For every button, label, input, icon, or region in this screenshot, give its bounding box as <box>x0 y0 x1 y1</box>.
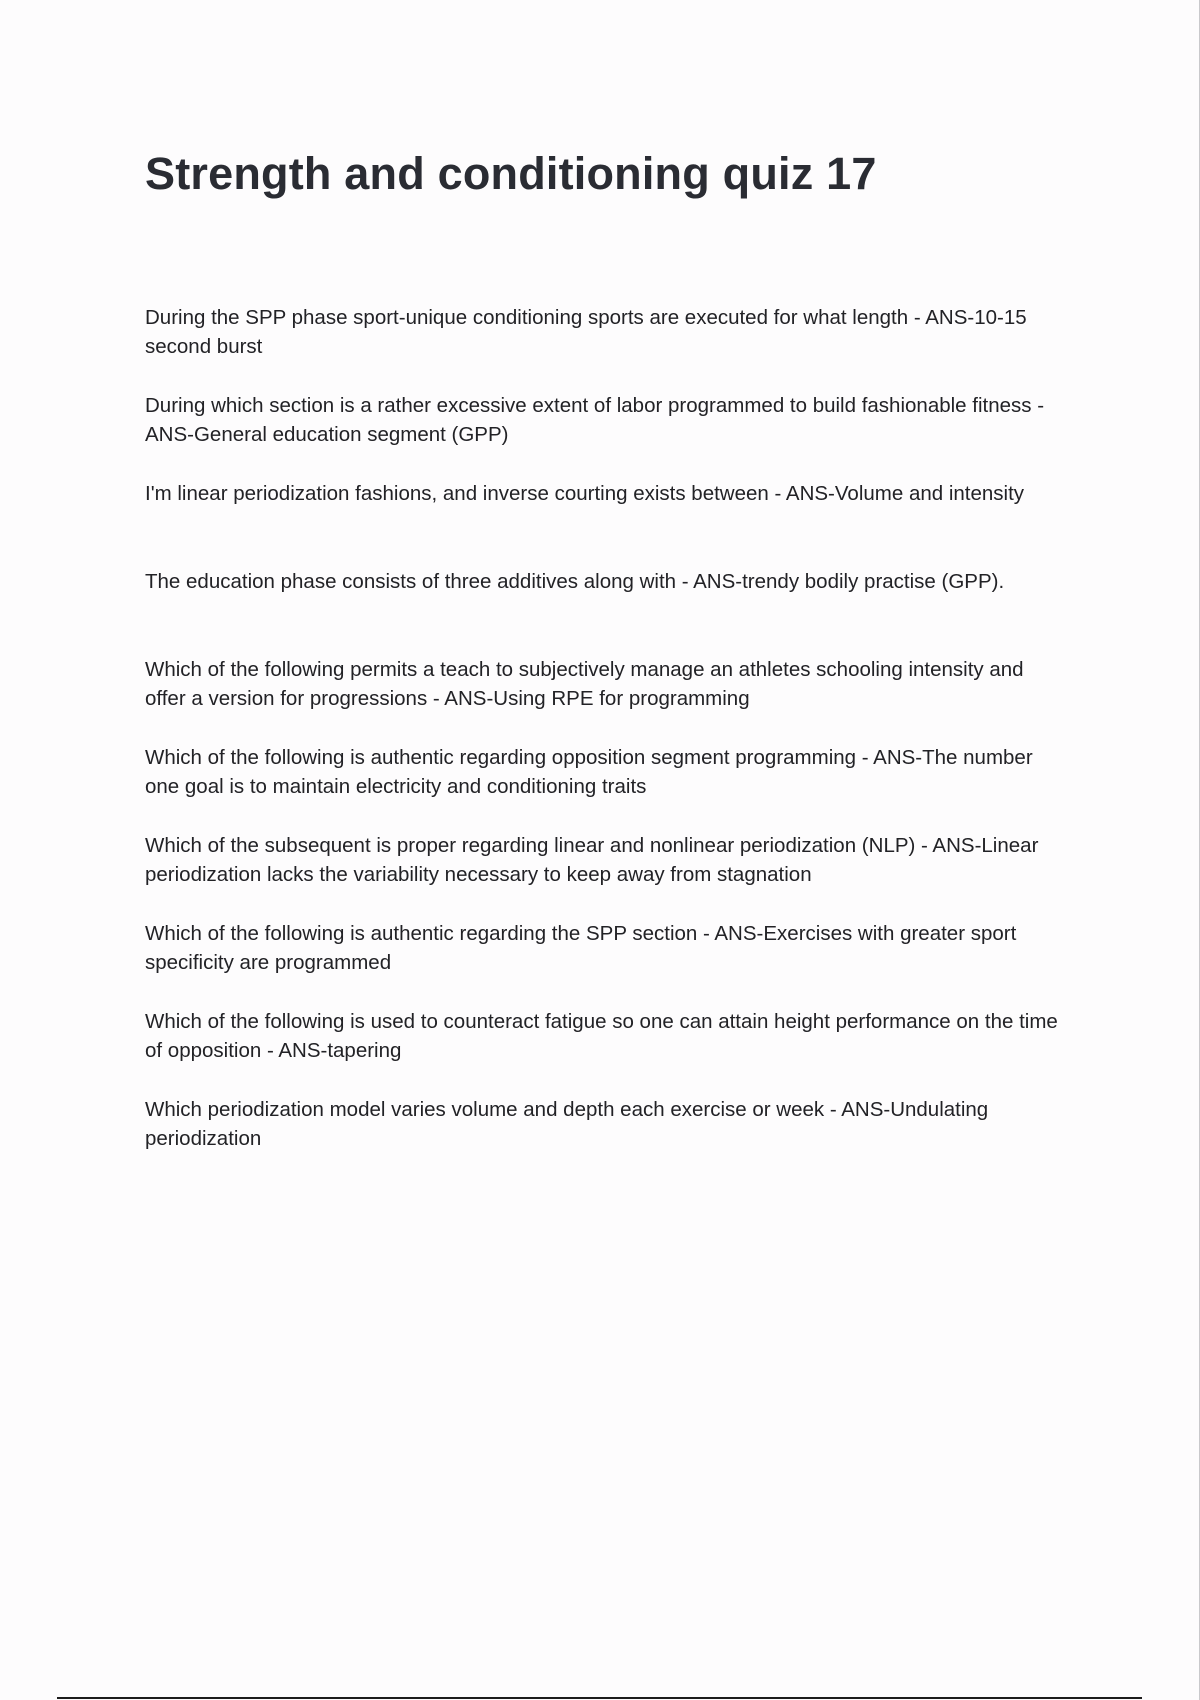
qa-item-2: During which section is a rather excessive extent of labor programmed to build fashionable fitness - ANS-General education segment (GPP) <box>145 394 1045 446</box>
page-title: Strength and conditioning quiz 17 <box>145 148 877 199</box>
question-answer-list <box>145 303 1065 1183</box>
qa-item-4: The education phase consists of three additives along with - ANS-trendy bodily practise (GPP). <box>145 570 1005 593</box>
qa-item-9: Which of the following is used to counteract fatigue so one can attain height performance on the time of opposition - ANS-tapering <box>145 1010 1058 1062</box>
qa-item-3: I'm linear periodization fashions, and inverse courting exists between - ANS-Volume and intensity <box>145 482 1025 505</box>
qa-item-5: Which of the following permits a teach to subjectively manage an athletes schooling intensity and offer a version for progressions - ANS-Using RPE for programming <box>145 658 1024 710</box>
qa-item-1: During the SPP phase sport-unique conditioning sports are executed for what length - ANS-10-15 second burst <box>145 306 1027 358</box>
qa-item-8: Which of the following is authentic regarding the SPP section - ANS-Exercises with greater sport specificity are programmed <box>145 922 1017 974</box>
qa-item-6: Which of the following is authentic regarding opposition segment programming - ANS-The number one goal is to maintain electricity and conditioning traits <box>145 746 1033 798</box>
qa-item-7: Which of the subsequent is proper regarding linear and nonlinear periodization (NLP) - ANS-Linear periodization lacks the variability necessary to keep away from stagnation <box>145 834 1039 886</box>
qa-item-10: Which periodization model varies volume and depth each exercise or week - ANS-Undulating periodization <box>145 1098 989 1150</box>
footer-divider <box>57 1697 1142 1699</box>
